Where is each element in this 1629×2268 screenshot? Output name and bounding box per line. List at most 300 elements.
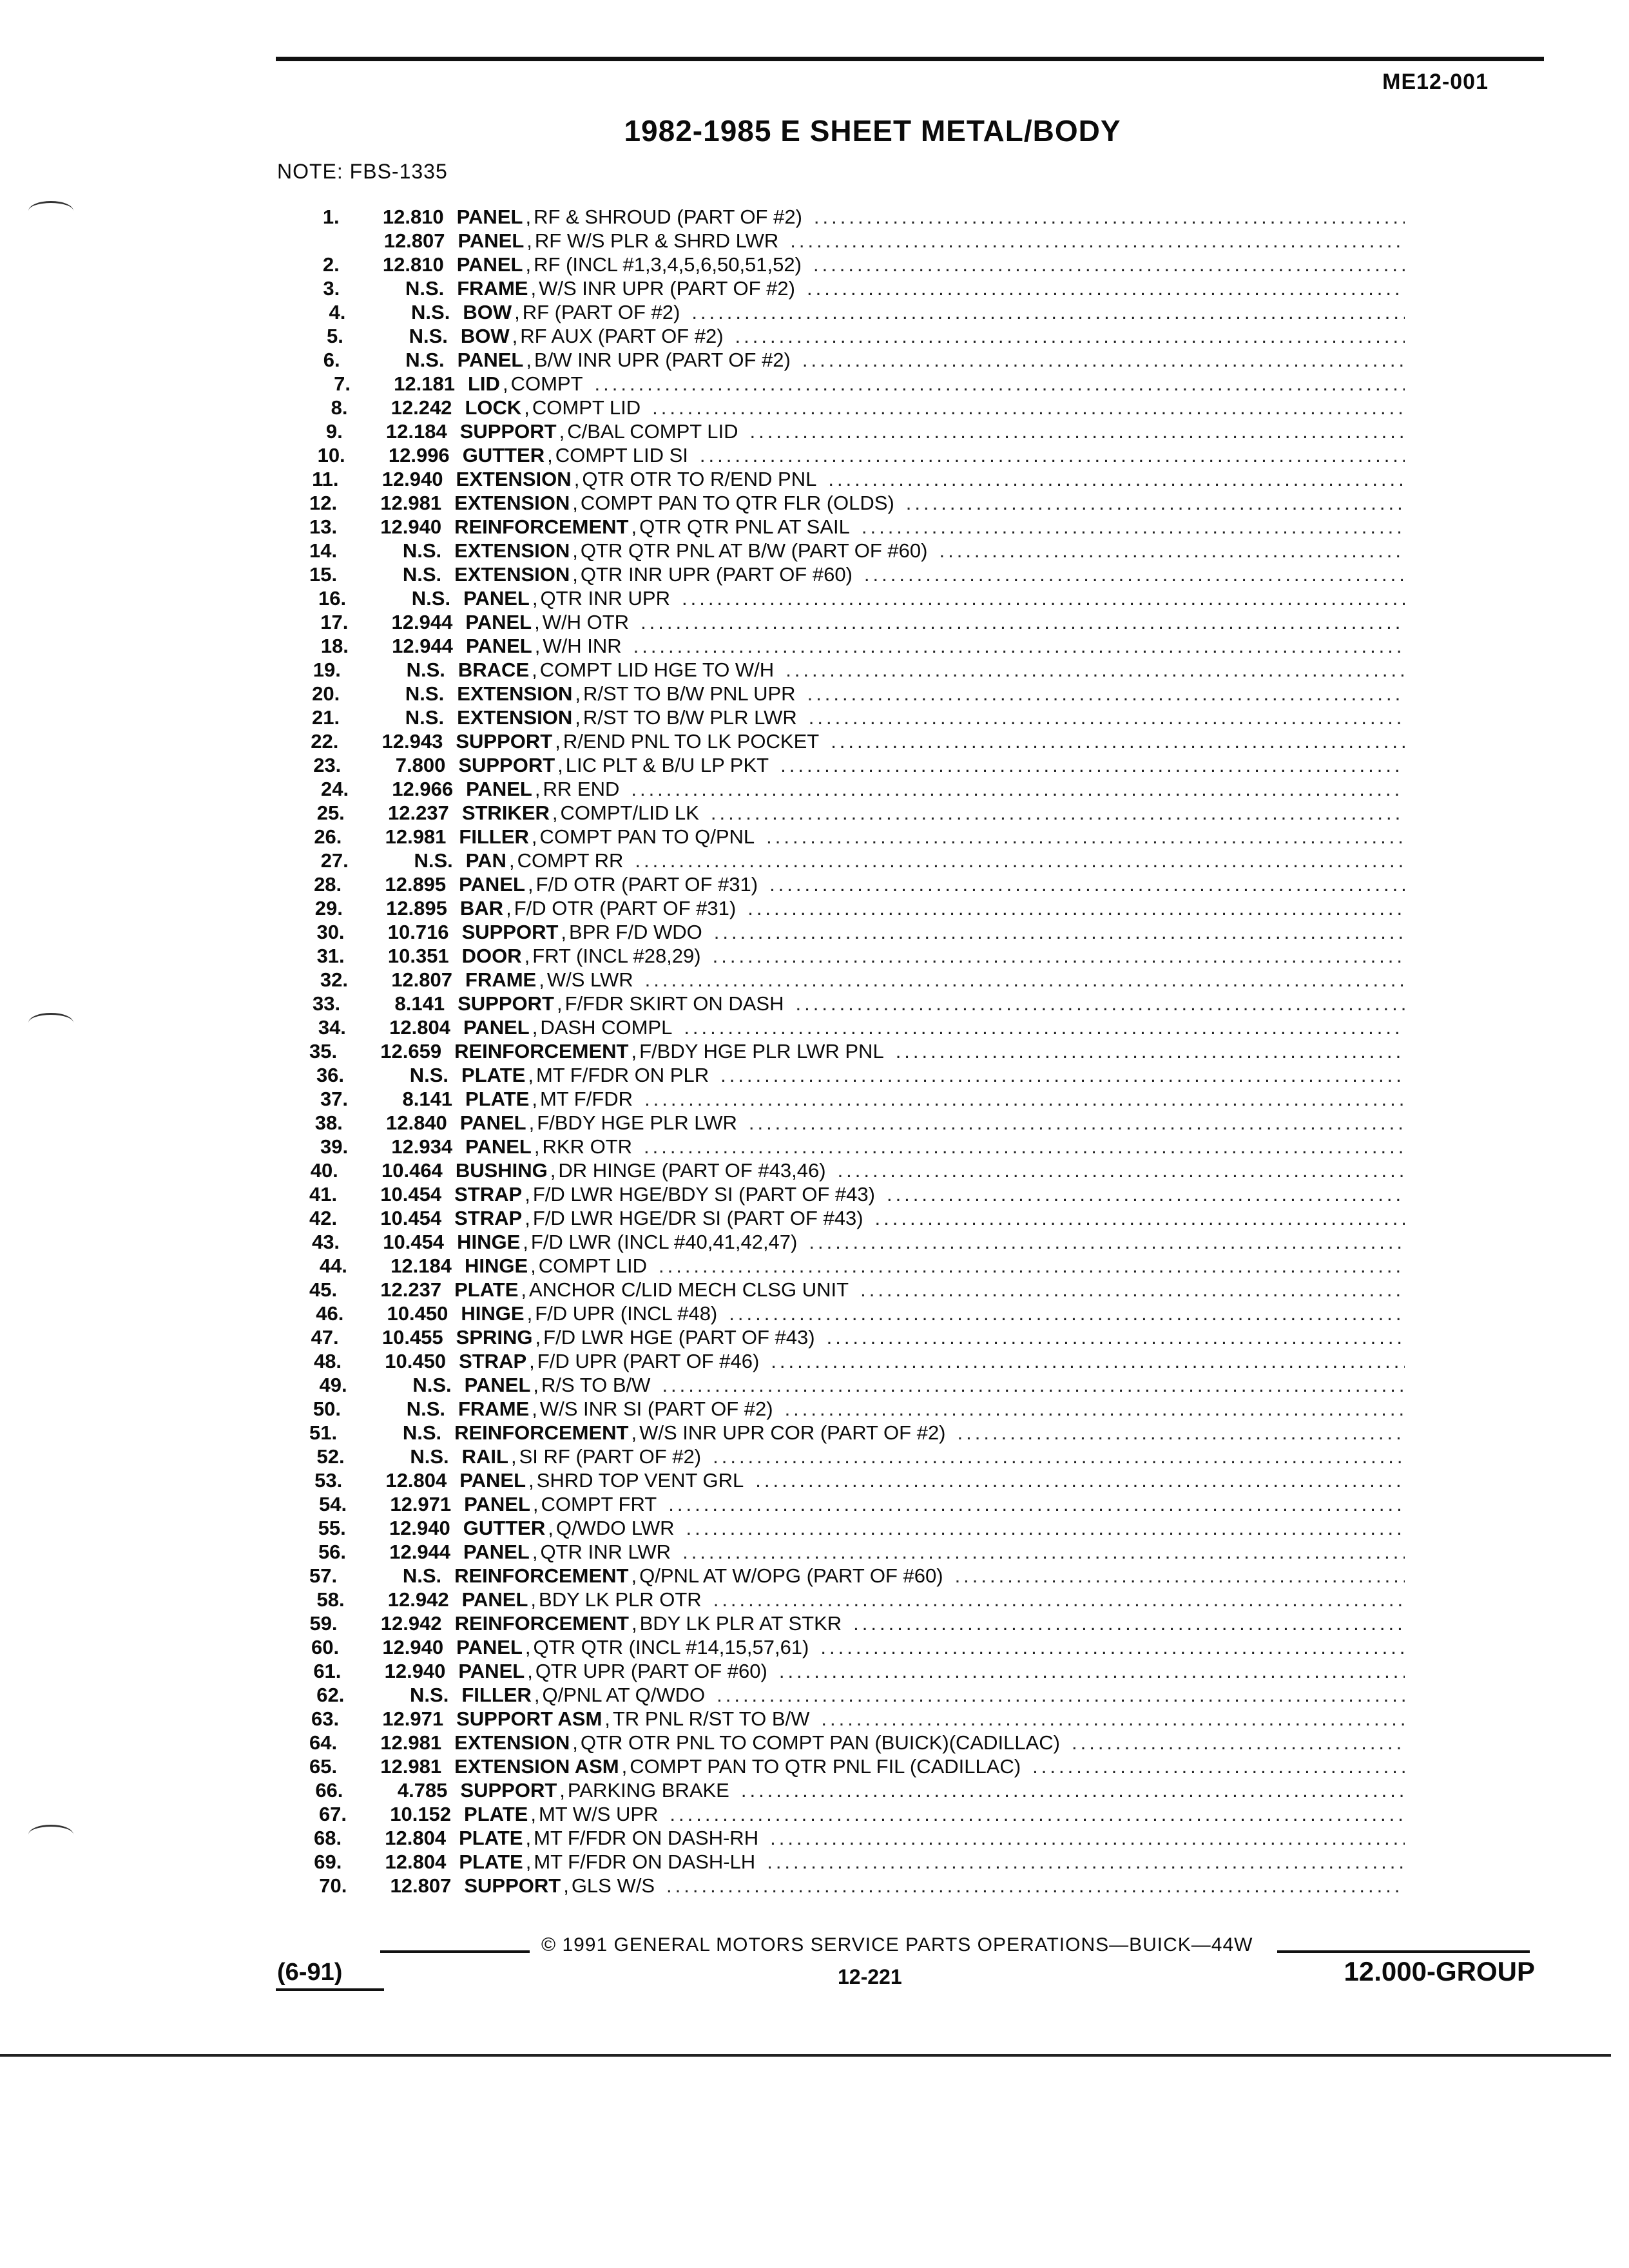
part-row [309,276,1405,300]
part-description: ANCHOR C/LID MECH CLSG UNIT [529,1278,849,1301]
group-number: N.S. [411,587,451,610]
part-row [309,1230,1405,1254]
group-number: 10.454 [383,1231,445,1253]
item-number: 59. [309,1612,338,1635]
dot-leader [717,1683,1405,1707]
part-row [309,896,1405,920]
separator: , [534,1135,540,1158]
part-description: F/BDY HGE PLR LWR [537,1111,737,1134]
part-name: SUPPORT [458,754,555,776]
separator: , [530,277,537,300]
dot-leader [644,1087,1405,1111]
part-name: PLATE [454,1278,519,1301]
group-number: 12.942 [380,1612,442,1635]
part-name: FILLER [459,825,529,848]
group-number: 12.181 [394,372,455,395]
parts-list [309,205,1405,1898]
part-row [309,777,1405,801]
part-description: QTR QTR PNL AT B/W (PART OF #60) [580,539,928,562]
part-name: EXTENSION [454,1731,570,1754]
separator: , [532,658,537,681]
part-row [309,1278,1405,1302]
item-number: 39. [320,1135,349,1158]
part-name: PLATE [459,1827,523,1849]
part-row [309,658,1405,682]
item-number: 2. [322,253,340,276]
part-row [309,1254,1405,1278]
part-row [309,634,1405,658]
part-description: RR END [543,778,620,800]
part-description: MT F/FDR ON DASH-RH [534,1827,759,1849]
item-number: 42. [309,1207,338,1229]
dot-leader [766,825,1405,849]
part-name: REINFORCEMENT [454,1040,629,1062]
part-row [309,801,1405,825]
dot-leader [864,562,1405,586]
part-name: EXTENSION [457,706,573,729]
group-number: N.S. [402,539,442,562]
part-description: F/D OTR (PART OF #31) [514,897,737,919]
part-row [309,1349,1405,1373]
group-number: 12.944 [392,635,453,657]
part-description: BPR F/D WDO [569,921,702,943]
separator: , [631,1421,637,1444]
item-number: 15. [309,563,338,586]
part-description: F/BDY HGE PLR LWR PNL [639,1040,884,1062]
dot-leader [652,396,1405,419]
part-description: SHRD TOP VENT GRL [536,1469,744,1492]
part-row [309,1492,1405,1516]
dot-leader [631,777,1405,801]
dot-leader [749,1111,1405,1135]
part-row [309,944,1405,968]
group-number: 12.807 [391,968,453,991]
group-number: 12.940 [389,1517,450,1539]
dot-leader [644,1135,1405,1158]
part-name: PANEL [463,1016,530,1039]
part-row [309,491,1405,515]
item-number: 17. [320,611,349,633]
part-description: COMPT PAN TO QTR FLR (OLDS) [580,492,894,514]
group-number: 10.455 [381,1326,443,1349]
item-number: 14. [309,539,338,562]
part-name: PANEL [466,778,532,800]
group-number: N.S. [410,1445,449,1468]
part-row [309,1564,1405,1588]
item-number: 5. [327,325,343,347]
dot-leader [735,324,1405,348]
dot-leader [887,1182,1405,1206]
group-number: 12.942 [387,1588,449,1611]
group-number: 10.716 [387,921,449,943]
item-number: 9. [325,420,343,443]
group-number: 12.804 [385,1850,447,1873]
part-description: R/S TO B/W [541,1374,651,1396]
group-number: 12.981 [385,825,447,848]
item-number: 63. [311,1707,340,1730]
part-row [309,1516,1405,1540]
item-number: 32. [320,968,349,991]
part-name: SPRING [456,1326,533,1349]
part-description: F/D LWR HGE (PART OF #43) [543,1326,815,1349]
part-row [309,1206,1405,1230]
dot-leader [595,372,1405,396]
dot-leader [755,1468,1405,1492]
item-number: 26. [314,825,342,848]
item-number: 46. [316,1302,344,1325]
separator: , [575,706,581,729]
group-number: 12.940 [380,515,442,538]
separator: , [532,587,538,610]
item-number: 11. [312,468,339,490]
part-description: SI RF (PART OF #2) [519,1445,702,1468]
item-number: 64. [309,1731,338,1754]
separator: , [524,945,530,967]
bottom-rule [0,2054,1611,2057]
part-name: RAIL [461,1445,508,1468]
item-number: 13. [309,515,338,538]
revision-date: (6-91) [277,1959,343,1986]
separator: , [534,611,540,633]
item-number: 43. [311,1231,340,1253]
part-row [309,1874,1405,1898]
dot-leader [828,467,1405,491]
part-description: W/S INR SI (PART OF #2) [539,1398,773,1420]
part-name: EXTENSION [454,492,570,514]
item-number: 68. [314,1827,342,1849]
group-number: 12.895 [386,897,447,919]
item-number: 30. [316,921,345,943]
group-number: 12.804 [385,1827,447,1849]
part-row [309,1135,1405,1158]
item-number: 48. [313,1350,342,1372]
group-number: 12.971 [382,1707,444,1730]
separator: , [572,563,578,586]
item-number: 53. [314,1469,343,1492]
part-description: R/ST TO B/W PLR LWR [583,706,797,729]
part-name: GUTTER [463,1517,546,1539]
part-name: PANEL [465,635,532,657]
part-row [309,515,1405,539]
group-number: 12.981 [380,492,442,514]
item-number: 25. [316,802,345,824]
separator: , [528,1064,534,1086]
dot-leader [769,872,1405,896]
part-description: QTR OTR PNL TO COMPT PAN (BUICK)(CADILLAC) [580,1731,1060,1754]
part-description: RF W/S PLR & SHRD LWR [534,229,779,252]
dot-leader [691,300,1405,324]
item-number: 6. [323,349,340,371]
item-number: 44. [319,1254,347,1277]
item-number: 4. [329,301,346,323]
dot-leader [684,1015,1405,1039]
part-description: F/FDR SKIRT ON DASH [564,992,784,1015]
group-number: N.S. [405,682,445,705]
separator: , [525,206,532,228]
group-number: N.S. [414,849,453,872]
margin-mark [28,201,73,221]
separator: , [521,1278,527,1301]
dot-leader [770,1826,1405,1850]
part-name: STRAP [454,1183,523,1206]
separator: , [525,1183,530,1206]
dot-leader [838,1158,1405,1182]
separator: , [533,1374,539,1396]
part-description: RKR OTR [542,1135,632,1158]
part-description: RF (INCL #1,3,4,5,6,50,51,52) [534,253,802,276]
part-row [309,1111,1405,1135]
part-name: FRAME [457,277,528,300]
item-number: 56. [318,1541,347,1563]
dot-leader [670,1802,1405,1826]
part-description: COMPT [510,372,583,395]
group-number: 12.810 [382,206,444,228]
separator: , [532,1088,537,1110]
separator: , [526,229,532,252]
dot-leader [939,539,1405,562]
group-number: 12.237 [387,802,449,824]
separator: , [557,754,563,776]
item-number: 54. [319,1493,347,1515]
part-row [309,849,1405,872]
part-name: REINFORCEMENT [454,515,629,538]
separator: , [574,468,580,490]
group-number: 4.785 [397,1779,448,1802]
item-number: 38. [314,1111,343,1134]
item-number: 51. [309,1421,338,1444]
part-name: EXTENSION ASM [454,1755,619,1778]
part-name: PANEL [456,253,523,276]
part-description: TR PNL R/ST TO B/W [612,1707,810,1730]
item-number: 27. [320,849,349,872]
group-number: N.S. [405,706,445,729]
part-row [309,467,1405,491]
separator: , [527,1660,533,1682]
part-name: REINFORCEMENT [454,1612,629,1635]
dot-leader [809,1230,1405,1254]
part-description: MT F/FDR ON DASH-LH [534,1850,756,1873]
part-description: PARKING BRAKE [567,1779,729,1802]
dot-leader [700,443,1405,467]
separator: , [534,1684,540,1706]
part-name: PANEL [456,1636,523,1658]
part-description: DASH COMPL [540,1016,673,1039]
group-number: 7.800 [395,754,446,776]
item-number: 28. [314,873,342,896]
part-row [309,1731,1405,1754]
dot-leader [906,491,1405,515]
part-row [309,1087,1405,1111]
part-row [309,1468,1405,1492]
group-number: N.S. [402,1421,442,1444]
dot-leader [633,634,1405,658]
part-name: EXTENSION [454,539,570,562]
group-number: 12.940 [381,468,443,490]
part-row [309,324,1405,348]
separator: , [631,515,637,538]
group-number: 10.464 [381,1159,443,1182]
part-description: Q/PNL AT W/OPG (PART OF #60) [639,1564,943,1587]
group-number: 8.141 [402,1088,453,1110]
part-description: W/S INR UPR COR (PART OF #2) [639,1421,946,1444]
part-description: F/D LWR HGE/BDY SI (PART OF #43) [532,1183,875,1206]
group-number: N.S. [412,1374,452,1396]
part-row [309,443,1405,467]
group-number: 12.996 [388,444,450,466]
separator: , [559,1779,565,1802]
group-number: N.S. [409,1064,449,1086]
part-description: C/BAL COMPT LID [567,420,738,443]
dot-leader [955,1564,1405,1588]
part-row [309,1540,1405,1564]
part-row [309,396,1405,419]
item-number: 35. [309,1040,338,1062]
dot-leader [853,1611,1405,1635]
part-name: EXTENSION [454,563,570,586]
part-name: PLATE [459,1850,523,1873]
part-description: COMPT LID [538,1254,647,1277]
dot-leader [1032,1754,1405,1778]
part-row [309,1039,1405,1063]
part-name: HINGE [464,1254,528,1277]
part-row [309,372,1405,396]
part-row [309,300,1405,324]
part-description: W/S LWR [546,968,633,991]
part-row [309,610,1405,634]
group-number: N.S. [402,1564,442,1587]
part-row [309,992,1405,1015]
item-number: 20. [312,682,340,705]
dot-leader [682,1540,1405,1564]
part-name: SUPPORT ASM [456,1707,602,1730]
separator: , [559,420,565,443]
part-name: PANEL [465,611,532,633]
part-row [309,419,1405,443]
document-code: ME12-001 [1382,70,1489,94]
separator: , [552,802,558,824]
part-description: FRT (INCL #28,29) [532,945,701,967]
dot-leader [875,1206,1405,1230]
item-number: 7. [334,372,351,395]
part-name: PANEL [459,1469,526,1492]
group-number: 10.450 [385,1350,447,1372]
dot-leader [831,729,1405,753]
part-name: PANEL [457,349,524,371]
part-description: COMPT RR [517,849,624,872]
separator: , [561,921,567,943]
part-name: HINGE [461,1302,525,1325]
part-name: BRACE [458,658,530,681]
part-row [309,539,1405,562]
item-number: 23. [313,754,342,776]
part-row [309,205,1405,229]
group-number: 12.659 [380,1040,442,1062]
separator: , [532,1398,537,1420]
part-description: B/W INR UPR (PART OF #2) [534,349,791,371]
part-row [309,706,1405,729]
group-number: 12.807 [383,229,445,252]
dot-leader [686,1516,1405,1540]
part-description: QTR QTR (INCL #14,15,57,61) [533,1636,809,1658]
dot-leader [720,1063,1405,1087]
dot-leader [802,348,1405,372]
part-name: PAN [465,849,506,872]
part-row [309,1158,1405,1182]
part-row [309,1778,1405,1802]
group-number: 12.895 [385,873,447,896]
part-name: PANEL [459,873,525,896]
separator: , [555,730,561,753]
group-number: 8.141 [394,992,445,1015]
part-name: PLATE [461,1064,526,1086]
part-name: REINFORCEMENT [454,1564,629,1587]
part-description: F/D LWR (INCL #40,41,42,47) [530,1231,798,1253]
separator: , [528,1469,534,1492]
group-number: 12.981 [380,1755,442,1778]
part-name: SUPPORT [456,730,553,753]
dot-leader [807,276,1405,300]
dot-leader [785,1397,1405,1421]
item-number: 45. [309,1278,338,1301]
part-row [309,1015,1405,1039]
dot-leader [662,1373,1405,1397]
part-name: REINFORCEMENT [454,1421,629,1444]
part-row [309,1063,1405,1087]
item-number: 12. [309,492,338,514]
part-name: STRIKER [461,802,550,824]
part-row [309,1421,1405,1445]
separator: , [502,372,508,395]
part-row [309,348,1405,372]
part-description: COMPT PAN TO Q/PNL [539,825,755,848]
separator: , [531,825,537,848]
separator: , [556,992,563,1015]
part-description: GLS W/S [571,1874,655,1897]
dot-leader [796,992,1405,1015]
part-row [309,1397,1405,1421]
header-rule [276,57,1544,61]
group-number: 12.971 [390,1493,452,1515]
part-row [309,920,1405,944]
item-number: 66. [315,1779,343,1802]
group-number: 12.943 [381,730,443,753]
group-number: 10.450 [387,1302,448,1325]
part-description: R/ST TO B/W PNL UPR [583,682,796,705]
dot-leader [713,944,1405,968]
part-name: HINGE [457,1231,521,1253]
item-number: 50. [313,1398,341,1420]
dot-leader [641,610,1405,634]
dot-leader [713,1445,1405,1468]
separator: , [510,1445,517,1468]
dot-leader [813,253,1405,276]
item-number: 3. [323,277,340,300]
dot-leader [741,1778,1405,1802]
part-row [309,1850,1405,1874]
group-number: N.S. [402,563,442,586]
item-number: 1. [322,206,340,228]
part-description: BDY LK PLR AT STKR [639,1612,842,1635]
dot-leader [809,706,1405,729]
part-name: SUPPORT [464,1874,561,1897]
item-number: 18. [320,635,349,657]
separator: , [523,1231,528,1253]
part-name: STRAP [454,1207,523,1229]
part-name: PANEL [464,1374,531,1396]
part-description: W/S INR UPR (PART OF #2) [539,277,795,300]
separator: , [535,1326,541,1349]
margin-mark [28,1825,73,1845]
